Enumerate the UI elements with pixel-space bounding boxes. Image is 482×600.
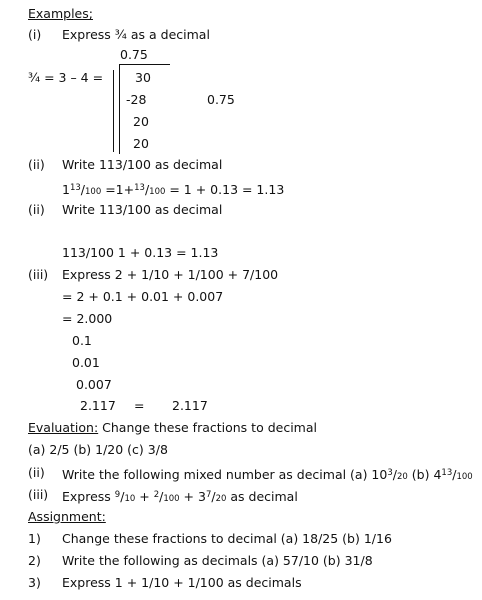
division-row: -28 [126, 92, 147, 107]
assignment-num: 2) [28, 553, 41, 568]
example-3-sum-result: 2.117 [172, 398, 208, 413]
example-2-text: Write 113/100 as decimal [62, 157, 223, 172]
assignment-item: Change these fractions to decimal (a) 18/25 (b) 1/16 [62, 531, 392, 546]
example-3-label: (iii) [28, 267, 49, 282]
division-bracket [119, 64, 120, 154]
example-3-line: 0.01 [72, 355, 100, 370]
evaluation-q2-text: Write the following mixed number as decimal (a) $10^3/20$ (b) $4^{13}/100$ [62, 467, 473, 482]
assignment-item: Express 1 + 1/10 + 1/100 as decimals [62, 575, 302, 590]
example-3-sum: 2.117 [80, 398, 116, 413]
division-quotient: 0.75 [120, 47, 148, 62]
assignment-heading: Assignment: [28, 509, 106, 524]
example-3-line: 0.1 [72, 333, 92, 348]
evaluation-heading: Evaluation: [28, 420, 99, 435]
division-row: 20 [133, 114, 149, 129]
evaluation-line [28, 420, 317, 436]
division-row: 20 [133, 136, 149, 151]
example-3-line: = 2 + 0.1 + 0.01 + 0.007 [62, 289, 224, 304]
division-bar [120, 64, 170, 65]
assignment-num: 1) [28, 531, 41, 546]
example-2-working: $1^{13}/100 =1+^{13}/100 = 1 + 0.13 = 1.13$ [62, 182, 285, 197]
example-3-line: = 2.000 [62, 311, 113, 326]
example-2b-text: Write 113/100 as decimal [62, 202, 223, 217]
example-2b-working: 113/100 1 + 0.13 = 1.13 [62, 245, 219, 260]
example-2b-label: (ii) [28, 202, 45, 217]
evaluation-items: (a) 2/5 (b) 1/20 (c) 3/8 [28, 442, 168, 457]
assignment-item: Write the following as decimals (a) 57/10 (b) 31/8 [62, 553, 373, 568]
evaluation-q3-label: (iii) [28, 487, 49, 502]
evaluation-text: Change these fractions to decimal [98, 420, 317, 435]
assignment-num: 3) [28, 575, 41, 590]
examples-heading: Examples; [28, 6, 93, 21]
evaluation-q3-text: Express $^9/10 + ^2/100 + 3^7/20$ as decimal [62, 489, 298, 504]
division-lhs: ¾ = 3 – 4 = [28, 70, 104, 85]
example-3-line: 0.007 [76, 377, 112, 392]
example-3-text: Express 2 + 1/10 + 1/100 + 7/100 [62, 267, 279, 282]
example-2-label: (ii) [28, 157, 45, 172]
division-result: 0.75 [207, 92, 235, 107]
example-3-equals: = [134, 398, 145, 413]
evaluation-q2-label: (ii) [28, 465, 45, 480]
division-row: 30 [135, 70, 151, 85]
division-bracket-inner [113, 70, 114, 152]
example-1-text: Express ¾ as a decimal [62, 27, 210, 42]
example-1-label: (i) [28, 27, 42, 42]
